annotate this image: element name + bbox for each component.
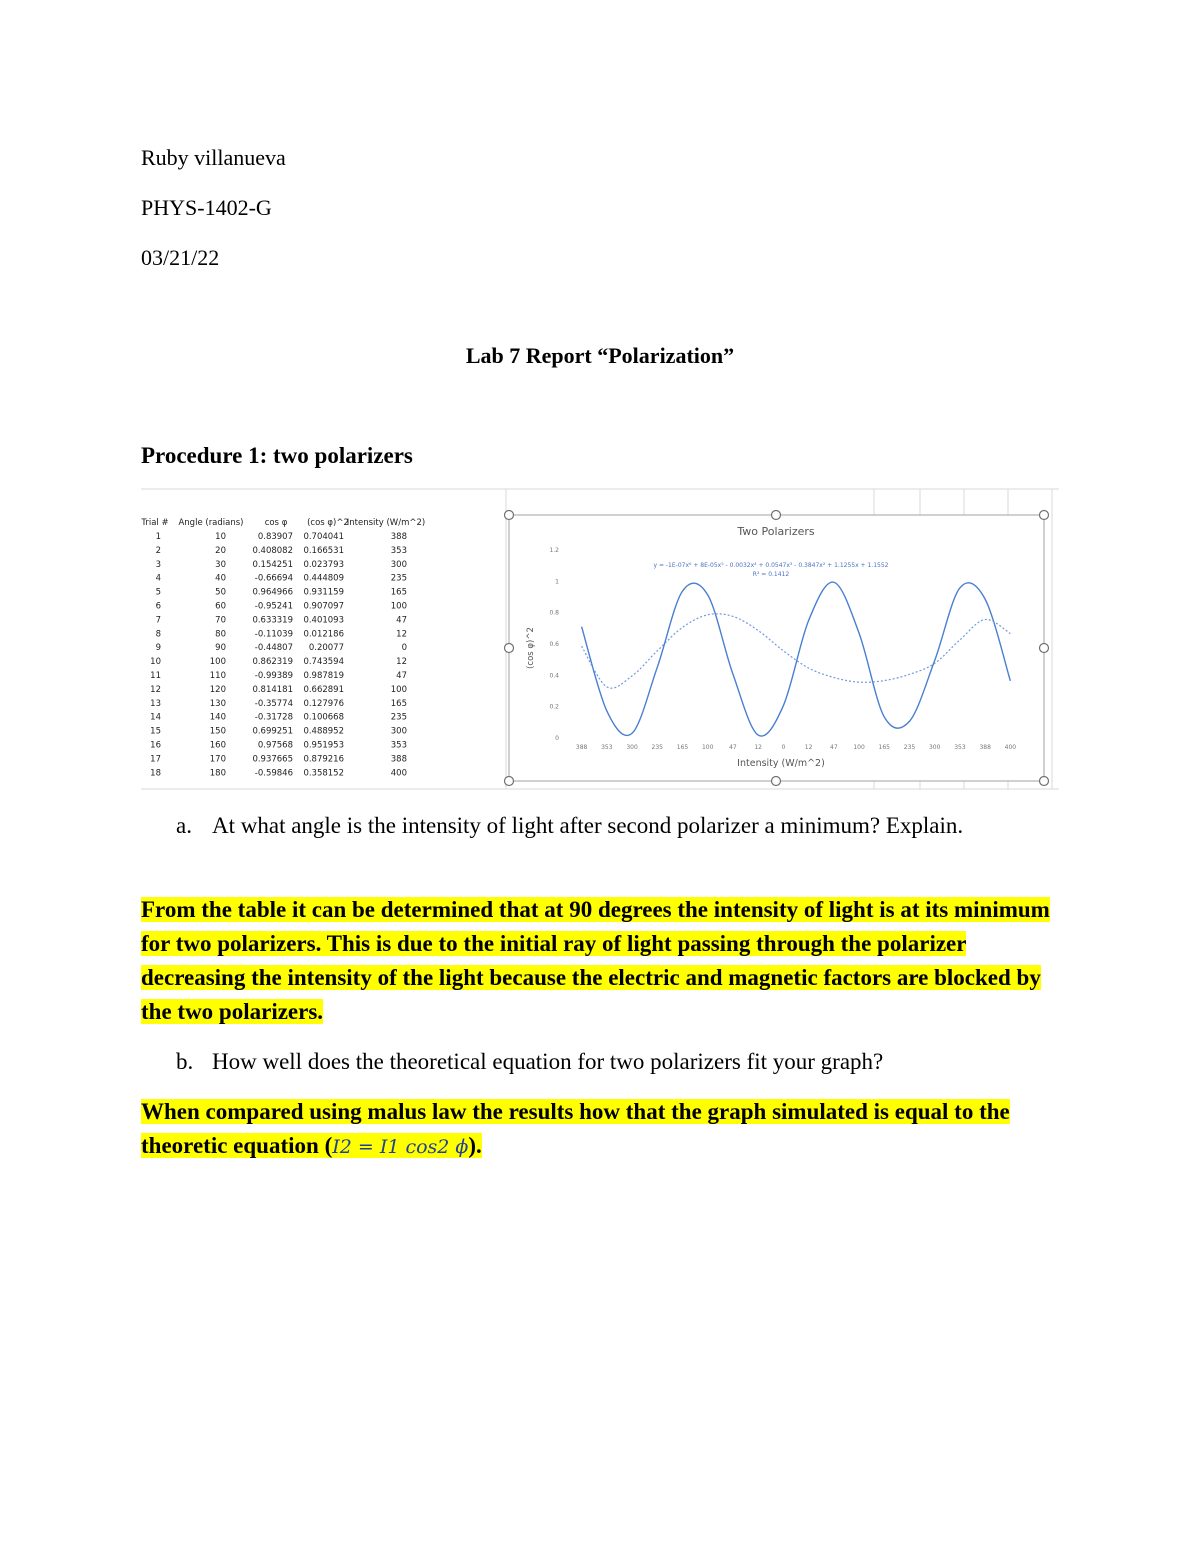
- spreadsheet-figure: [141, 487, 1059, 792]
- table-cell: 80: [215, 629, 226, 640]
- table-header-cell: Intensity (W/m^2): [346, 518, 426, 528]
- table-cell: 60: [215, 601, 226, 612]
- procedure-heading: Procedure 1: two polarizers: [141, 443, 413, 468]
- question-b: [176, 1045, 1056, 1079]
- table-cell: 0.699251: [252, 726, 293, 737]
- table-cell: 100: [390, 601, 407, 612]
- table-cell: 0.166531: [303, 545, 344, 556]
- table-cell: 0.633319: [252, 615, 293, 626]
- x-tick-label: 388: [979, 744, 991, 751]
- table-cell: 180: [209, 768, 226, 779]
- table-cell: -0.35774: [254, 698, 293, 709]
- answer-b-text: When compared using malus law the results how that the graph simulated is equal to the theoretic equation: [141, 1099, 1010, 1158]
- table-header-cell: (cos φ)^2: [307, 518, 349, 528]
- table-cell: 300: [390, 559, 407, 570]
- question-a-label: a.: [176, 813, 192, 838]
- table-cell: 0.488952: [303, 726, 344, 737]
- resize-handle: [1040, 511, 1049, 520]
- table-cell: 0.100668: [303, 712, 344, 723]
- table-cell: 11: [150, 671, 161, 681]
- page-title: Lab 7 Report “Polarization”: [465, 343, 735, 368]
- x-tick-label: 388: [575, 744, 588, 751]
- table-header-cell: Trial #: [141, 518, 169, 528]
- resize-handle: [505, 511, 514, 520]
- report-date: 03/21/22: [141, 245, 220, 270]
- trendline-equation: y = -1E-07x⁶ + 8E-05x⁵ - 0.0032x⁴ + 0.0547x³ - 0.3847x² + 1.1255x + 1.1552: [653, 562, 889, 569]
- table-cell: 0.358152: [303, 768, 344, 779]
- y-tick-label: 0.4: [549, 672, 559, 680]
- x-axis-label: Intensity (W/m^2): [737, 758, 825, 769]
- table-cell: 0.743594: [303, 657, 344, 668]
- table-cell: 2: [155, 545, 161, 556]
- table-cell: 40: [215, 573, 226, 584]
- table-cell: 14: [150, 712, 161, 723]
- x-tick-label: 12: [754, 744, 762, 751]
- table-cell: 12: [396, 629, 407, 640]
- table-cell: 100: [390, 684, 407, 695]
- x-tick-label: 235: [651, 744, 664, 751]
- table-cell: 30: [215, 559, 226, 570]
- x-tick-label: 400: [1004, 744, 1017, 751]
- table-cell: -0.44807: [254, 643, 293, 654]
- table-cell: 10: [150, 657, 161, 668]
- table-cell: 353: [390, 740, 407, 751]
- y-tick-label: 0.6: [549, 641, 559, 648]
- chart-title: Two Polarizers: [737, 525, 815, 538]
- question-b-text: How well does the theoretical equation for two polarizers fit your graph?: [212, 1049, 884, 1074]
- table-cell: 20: [215, 545, 226, 556]
- table-cell: 388: [390, 754, 407, 765]
- x-tick-label: 300: [928, 744, 941, 751]
- x-tick-label: 100: [701, 744, 714, 751]
- table-cell: 0.907097: [303, 601, 344, 612]
- x-tick-label: 12: [804, 744, 813, 751]
- table-cell: 0.023793: [303, 559, 344, 570]
- table-cell: 0.408082: [252, 545, 293, 556]
- resize-handle: [505, 644, 514, 653]
- table-cell: 165: [390, 587, 407, 598]
- table-cell: 0.937665: [252, 754, 293, 765]
- table-cell: 15: [150, 726, 161, 737]
- answer-a-text: From the table it can be determined that at 90 degrees the intensity of light is at its minimum for two polarizers. This is due to the initial ray of light passing through the polarizer decreasing the intensity of the light because the electric and magnetic factors are blocked by the two polarizers.: [141, 897, 1050, 1024]
- x-tick-label: 300: [626, 744, 638, 751]
- table-header-cell: cos φ: [264, 518, 288, 528]
- y-tick-label: 1.2: [549, 547, 559, 554]
- table-cell: 170: [209, 754, 226, 765]
- table-cell: 0.662891: [303, 684, 344, 695]
- table-cell: -0.11039: [254, 629, 293, 640]
- table-cell: -0.59846: [254, 768, 293, 779]
- answer-a: [141, 893, 1061, 1029]
- table-cell: 235: [390, 712, 407, 723]
- table-cell: 18: [150, 768, 161, 779]
- chart-frame: [509, 515, 1044, 781]
- table-cell: 10: [215, 532, 226, 542]
- table-cell: 16: [150, 740, 161, 751]
- table-cell: 13: [150, 698, 161, 709]
- x-tick-label: 235: [903, 744, 916, 751]
- table-cell: 90: [215, 643, 226, 654]
- table-cell: -0.31728: [254, 712, 293, 723]
- table-cell: 0.964966: [252, 587, 293, 598]
- table-cell: 0.444809: [303, 573, 344, 584]
- table-cell: 0.814181: [252, 684, 293, 695]
- table-cell: -0.66694: [254, 573, 293, 584]
- resize-handle: [772, 511, 781, 520]
- question-a-text: At what angle is the intensity of light after second polarizer a minimum? Explain.: [212, 813, 964, 838]
- table-cell: 120: [209, 684, 226, 695]
- table-cell: -0.95241: [254, 601, 293, 612]
- course-code: PHYS-1402-G: [141, 195, 272, 220]
- table-cell: 47: [396, 615, 407, 626]
- x-tick-label: 100: [853, 744, 865, 751]
- table-cell: 235: [390, 573, 407, 584]
- table-cell: 0.931159: [303, 587, 344, 598]
- resize-handle: [772, 777, 781, 786]
- table-cell: 70: [215, 615, 226, 626]
- data-table: [141, 518, 425, 778]
- table-header-cell: Angle (radians): [178, 518, 244, 528]
- table-cell: 0.401093: [303, 615, 344, 626]
- x-tick-label: 47: [830, 744, 838, 751]
- table-cell: 12: [396, 657, 407, 668]
- table-cell: 300: [390, 726, 407, 737]
- y-tick-label: 0.8: [549, 609, 559, 617]
- embedded-spreadsheet-image: [141, 487, 1059, 792]
- y-tick-label: 0: [555, 735, 559, 742]
- x-tick-label: 165: [878, 744, 891, 751]
- table-cell: 7: [155, 615, 161, 626]
- table-cell: 0.83907: [257, 532, 293, 542]
- table-cell: 165: [390, 698, 407, 709]
- table-cell: 0.704041: [303, 532, 344, 542]
- x-tick-label: 353: [601, 744, 613, 751]
- table-cell: 0.012186: [303, 629, 344, 640]
- author-name: Ruby villanueva: [141, 145, 286, 170]
- table-cell: 160: [209, 740, 226, 751]
- table-cell: 0.20077: [308, 643, 344, 654]
- question-b-label: b.: [176, 1049, 194, 1074]
- table-cell: 0.862319: [252, 657, 293, 668]
- table-cell: 0.127976: [303, 698, 344, 709]
- table-cell: 4: [155, 573, 161, 584]
- y-tick-label: 0.2: [549, 703, 559, 711]
- table-cell: -0.99389: [254, 671, 293, 681]
- x-tick-label: 0: [781, 744, 786, 751]
- table-cell: 3: [155, 559, 161, 570]
- x-tick-label: 47: [729, 744, 737, 751]
- malus-law-formula: I2 = I1 cos2 ϕ: [332, 1136, 469, 1158]
- table-cell: 110: [209, 671, 226, 681]
- table-cell: 17: [150, 754, 161, 765]
- table-cell: 0.951953: [303, 740, 344, 751]
- table-cell: 5: [155, 587, 161, 598]
- table-cell: 400: [390, 768, 407, 779]
- table-cell: 12: [150, 684, 161, 695]
- table-cell: 100: [209, 657, 226, 668]
- table-cell: 6: [155, 601, 161, 612]
- table-cell: 0.987819: [303, 671, 344, 681]
- answer-b: When compared using malus law the results how that the graph simulated is equal to the theoretic equation (I2 = I1 cos2 ϕ).: [141, 1099, 1010, 1158]
- resize-handle: [1040, 644, 1049, 653]
- x-tick-label: 165: [676, 744, 689, 751]
- table-cell: 0.97568: [257, 740, 293, 751]
- table-cell: 1: [155, 532, 161, 542]
- table-cell: 388: [390, 532, 407, 542]
- table-cell: 0.879216: [303, 754, 344, 765]
- y-axis-label: (cos φ)^2: [526, 627, 536, 669]
- table-cell: 0: [401, 643, 407, 654]
- table-cell: 47: [396, 671, 407, 681]
- table-cell: 0.154251: [252, 559, 293, 570]
- table-cell: 130: [209, 698, 226, 709]
- x-tick-label: 353: [954, 744, 966, 751]
- resize-handle: [1040, 777, 1049, 786]
- table-cell: 8: [155, 629, 161, 640]
- y-tick-label: 1: [555, 578, 559, 586]
- table-cell: 150: [209, 726, 226, 737]
- table-cell: 353: [390, 545, 407, 556]
- question-a: [176, 809, 1056, 843]
- resize-handle: [505, 777, 514, 786]
- table-cell: 140: [209, 712, 226, 723]
- table-cell: 9: [155, 643, 161, 654]
- table-cell: 50: [215, 587, 226, 598]
- trendline-r2: R² = 0.1412: [752, 571, 790, 578]
